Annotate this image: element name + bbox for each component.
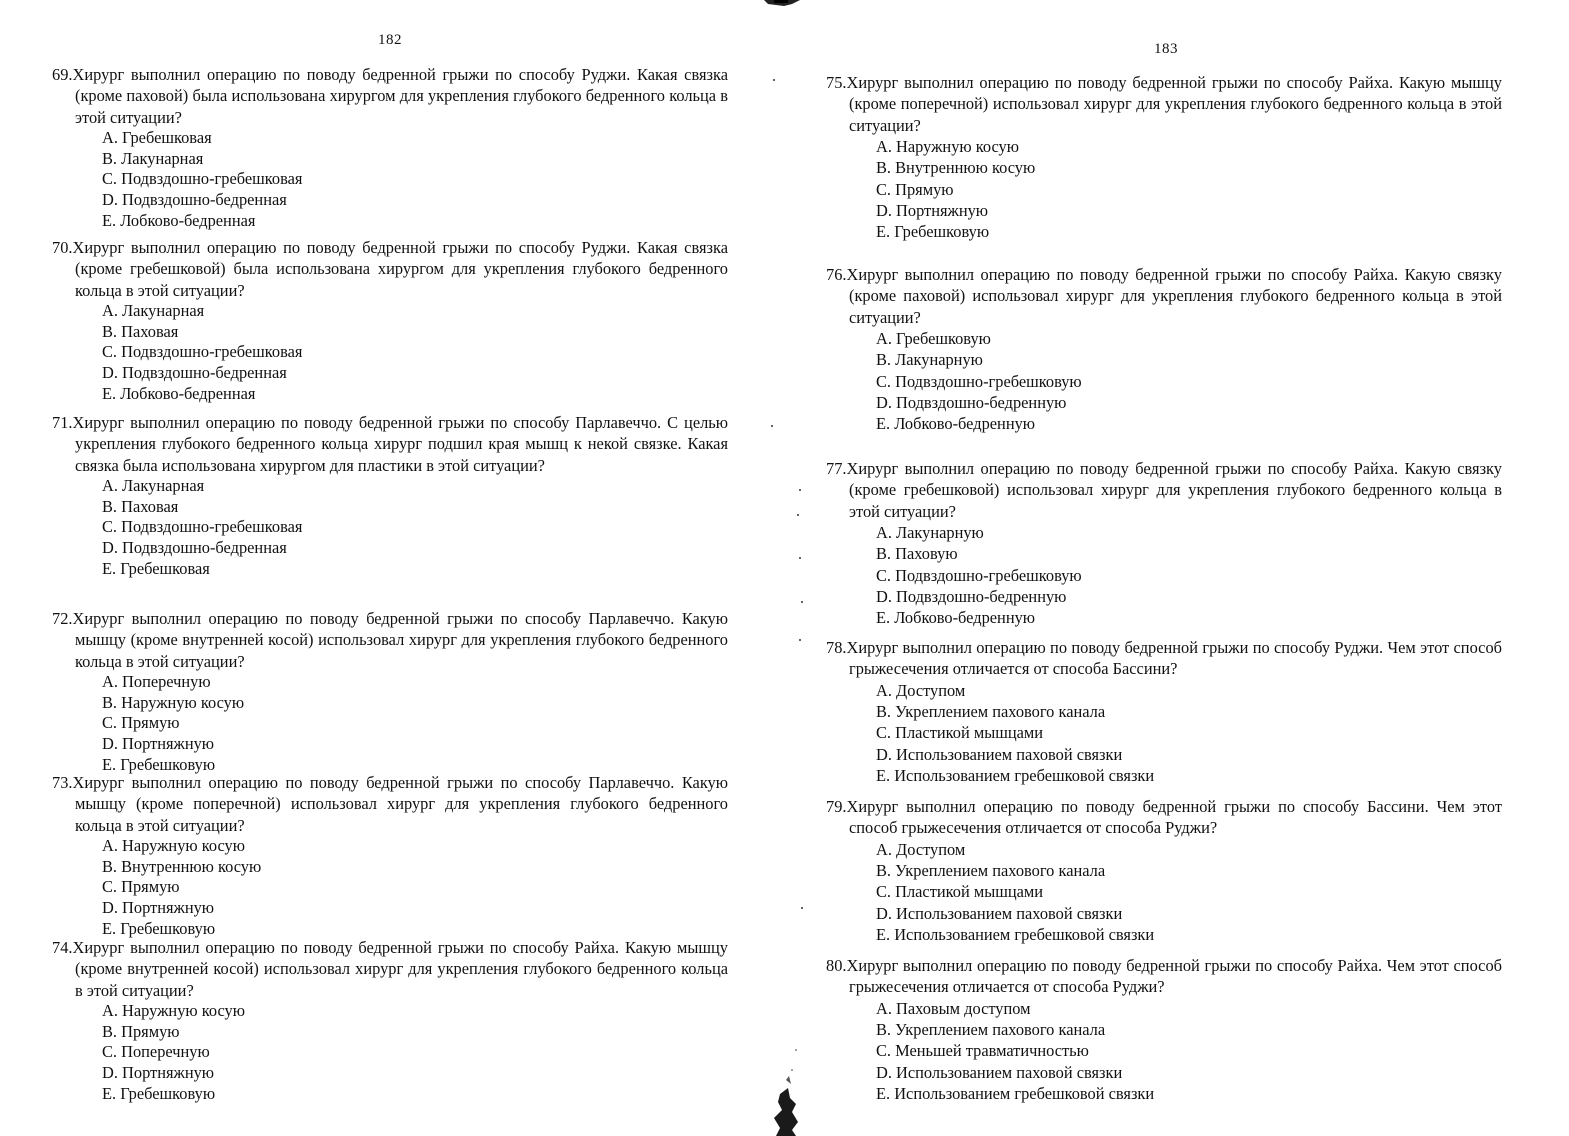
answer-option: A. Лакунарная (102, 475, 205, 495)
answer-option: B. Укреплением пахового канала (876, 860, 1106, 880)
question-72 (52, 608, 728, 776)
question-76 (826, 264, 1502, 435)
question-text: 80.Хирург выполнил операцию по поводу бедренной грыжи по способу Райха. Чем этот способ грыжесечения отличается от способа Руджи? (826, 956, 1502, 997)
question-74 (52, 937, 728, 1105)
answer-option: A. Наружную косую (102, 835, 245, 855)
answer-option: D. Подвздошно-бедренную (876, 393, 1067, 413)
answer-option: C. Пластикой мышцами (876, 882, 1044, 902)
answer-option: E. Использованием гребешковой связки (876, 925, 1155, 945)
answer-option: C. Меньшей травматичностью (876, 1041, 1089, 1061)
answer-option: E. Использованием гребешковой связки (876, 1084, 1155, 1104)
answer-options (826, 522, 1502, 629)
answer-option: B. Паховая (102, 496, 179, 516)
answer-option: B. Укреплением пахового канала (876, 1019, 1106, 1039)
question-77 (826, 458, 1502, 629)
answer-option: A. Гребешковую (876, 328, 991, 348)
answer-option: D. Портняжную (102, 898, 215, 918)
answer-option: D. Портняжную (102, 734, 215, 754)
answer-option: E. Гребешковая (102, 559, 210, 579)
answer-option: A. Доступом (876, 680, 966, 700)
answer-option: D. Портняжную (876, 201, 989, 221)
question-text: 70.Хирург выполнил операцию по поводу бедренной грыжи по способу Руджи. Какая связка (кроме гребешковой) была использована хирургом для укрепления глубокого бедренного кольца в этой ситуации? (52, 238, 728, 300)
answer-option: C. Подвздошно-гребешковая (102, 517, 303, 537)
answer-option: B. Лакунарную (876, 350, 983, 370)
answer-option: A. Доступом (876, 839, 966, 859)
question-text: 71.Хирург выполнил операцию по поводу бедренной грыжи по способу Парлавеччо. С целью укрепления глубокого бедренного кольца хирург подшил края мышц к некой связке. Какая связка была использована хирургом для пластики в этой ситуации? (52, 413, 728, 475)
question-79 (826, 796, 1502, 946)
answer-option: A. Паховым доступом (876, 998, 1031, 1018)
question-text: 78.Хирург выполнил операцию по поводу бедренной грыжи по способу Руджи. Чем этот способ грыжесечения отличается от способа Бассини? (826, 638, 1502, 679)
answer-option: D. Подвздошно-бедренная (102, 190, 287, 210)
question-text: 79.Хирург выполнил операцию по поводу бедренной грыжи по способу Бассини. Чем этот способ грыжесечения отличается от способа Руджи? (826, 797, 1502, 838)
answer-option: B. Внутреннюю косую (876, 158, 1036, 178)
answer-option: D. Портняжную (102, 1063, 215, 1083)
question-text: 74.Хирург выполнил операцию по поводу бедренной грыжи по способу Райха. Какую мышцу (кроме внутренней косой) использовал хирург для укрепления глубокого бедренного кольца в этой ситуации? (52, 938, 728, 1000)
answer-option: A. Наружную косую (876, 136, 1019, 156)
answer-option: C. Пластикой мышцами (876, 723, 1044, 743)
page-number: 183 (1154, 41, 1178, 57)
answer-option: B. Лакунарная (102, 148, 204, 168)
answer-option: D. Использованием паховой связки (876, 744, 1123, 764)
question-text: 75.Хирург выполнил операцию по поводу бедренной грыжи по способу Райха. Какую мышцу (кроме поперечной) использовал хирург для укрепления глубокого бедренного кольца в этой ситуации? (826, 73, 1502, 135)
answer-option: C. Подвздошно-гребешковая (102, 342, 303, 362)
answer-option: D. Подвздошно-бедренная (102, 538, 287, 558)
answer-option: A. Лакунарную (876, 522, 984, 542)
answer-option: E. Гребешковую (102, 755, 216, 775)
answer-option: B. Укреплением пахового канала (876, 701, 1106, 721)
answer-option: D. Использованием паховой связки (876, 903, 1123, 923)
answer-option: A. Наружную косую (102, 1000, 245, 1020)
answer-option: D. Подвздошно-бедренную (876, 587, 1067, 607)
answer-option: B. Наружную косую (102, 692, 245, 712)
answer-option: B. Внутреннюю косую (102, 856, 262, 876)
answer-option: C. Прямую (876, 179, 954, 199)
question-71 (52, 412, 728, 580)
answer-option: B. Прямую (102, 1021, 180, 1041)
answer-option: C. Поперечную (102, 1042, 210, 1062)
answer-option: E. Лобково-бедренную (876, 414, 1036, 434)
left-page (0, 0, 770, 1136)
answer-option: D. Подвздошно-бедренная (102, 363, 287, 383)
answer-option: D. Использованием паховой связки (876, 1062, 1123, 1082)
answer-option: E. Лобково-бедренная (102, 384, 256, 404)
answer-options (826, 680, 1502, 787)
answer-option: E. Лобково-бедренная (102, 211, 256, 231)
answer-option: E. Гребешковую (876, 222, 990, 242)
question-80 (826, 955, 1502, 1105)
answer-option: E. Гребешковую (102, 1084, 216, 1104)
right-page (790, 0, 1569, 1136)
answer-options (826, 136, 1502, 243)
answer-options (826, 328, 1502, 435)
answer-option: C. Подвздошно-гребешковую (876, 565, 1082, 585)
answer-option: A. Лакунарная (102, 300, 205, 320)
answer-option: E. Гребешковую (102, 919, 216, 939)
answer-options (826, 998, 1502, 1105)
answer-options (52, 476, 728, 580)
question-text: 76.Хирург выполнил операцию по поводу бедренной грыжи по способу Райха. Какую связку (кроме паховой) использовал хирург для укрепления глубокого бедренного кольца в этой ситуации? (826, 265, 1502, 327)
answer-options (826, 839, 1502, 946)
question-70 (52, 237, 728, 405)
answer-option: B. Паховая (102, 321, 179, 341)
answer-options (52, 672, 728, 776)
answer-option: E. Использованием гребешковой связки (876, 766, 1155, 786)
question-69 (52, 64, 728, 232)
answer-options (52, 1001, 728, 1105)
answer-option: E. Лобково-бедренную (876, 608, 1036, 628)
answer-option: C. Прямую (102, 713, 180, 733)
answer-option: C. Подвздошно-гребешковая (102, 169, 303, 189)
answer-options (52, 301, 728, 405)
answer-options (52, 836, 728, 940)
page-number: 182 (378, 32, 402, 48)
question-text: 72.Хирург выполнил операцию по поводу бедренной грыжи по способу Парлавеччо. Какую мышцу (кроме внутренней косой) использовал хирург для укрепления глубокого бедренного кольца в этой ситуации? (52, 609, 728, 671)
answer-option: C. Подвздошно-гребешковую (876, 371, 1082, 391)
answer-options (52, 128, 728, 232)
question-78 (826, 637, 1502, 787)
question-75 (826, 72, 1502, 243)
answer-option: A. Поперечную (102, 671, 211, 691)
answer-option: B. Паховую (876, 544, 958, 564)
question-text: 73.Хирург выполнил операцию по поводу бедренной грыжи по способу Парлавеччо. Какую мышцу (кроме поперечной) использовал хирург для укрепления глубокого бедренного кольца в этой ситуации? (52, 773, 728, 835)
question-73 (52, 772, 728, 940)
answer-option: A. Гребешковая (102, 127, 212, 147)
question-text: 77.Хирург выполнил операцию по поводу бедренной грыжи по способу Райха. Какую связку (кроме гребешковой) использовал хирург для укрепления глубокого бедренного кольца в этой ситуации? (826, 459, 1502, 521)
question-text: 69.Хирург выполнил операцию по поводу бедренной грыжи по способу Руджи. Какая связка (кроме паховой) была использована хирургом для укрепления глубокого бедренного кольца в этой ситуации? (52, 65, 728, 127)
answer-option: C. Прямую (102, 877, 180, 897)
